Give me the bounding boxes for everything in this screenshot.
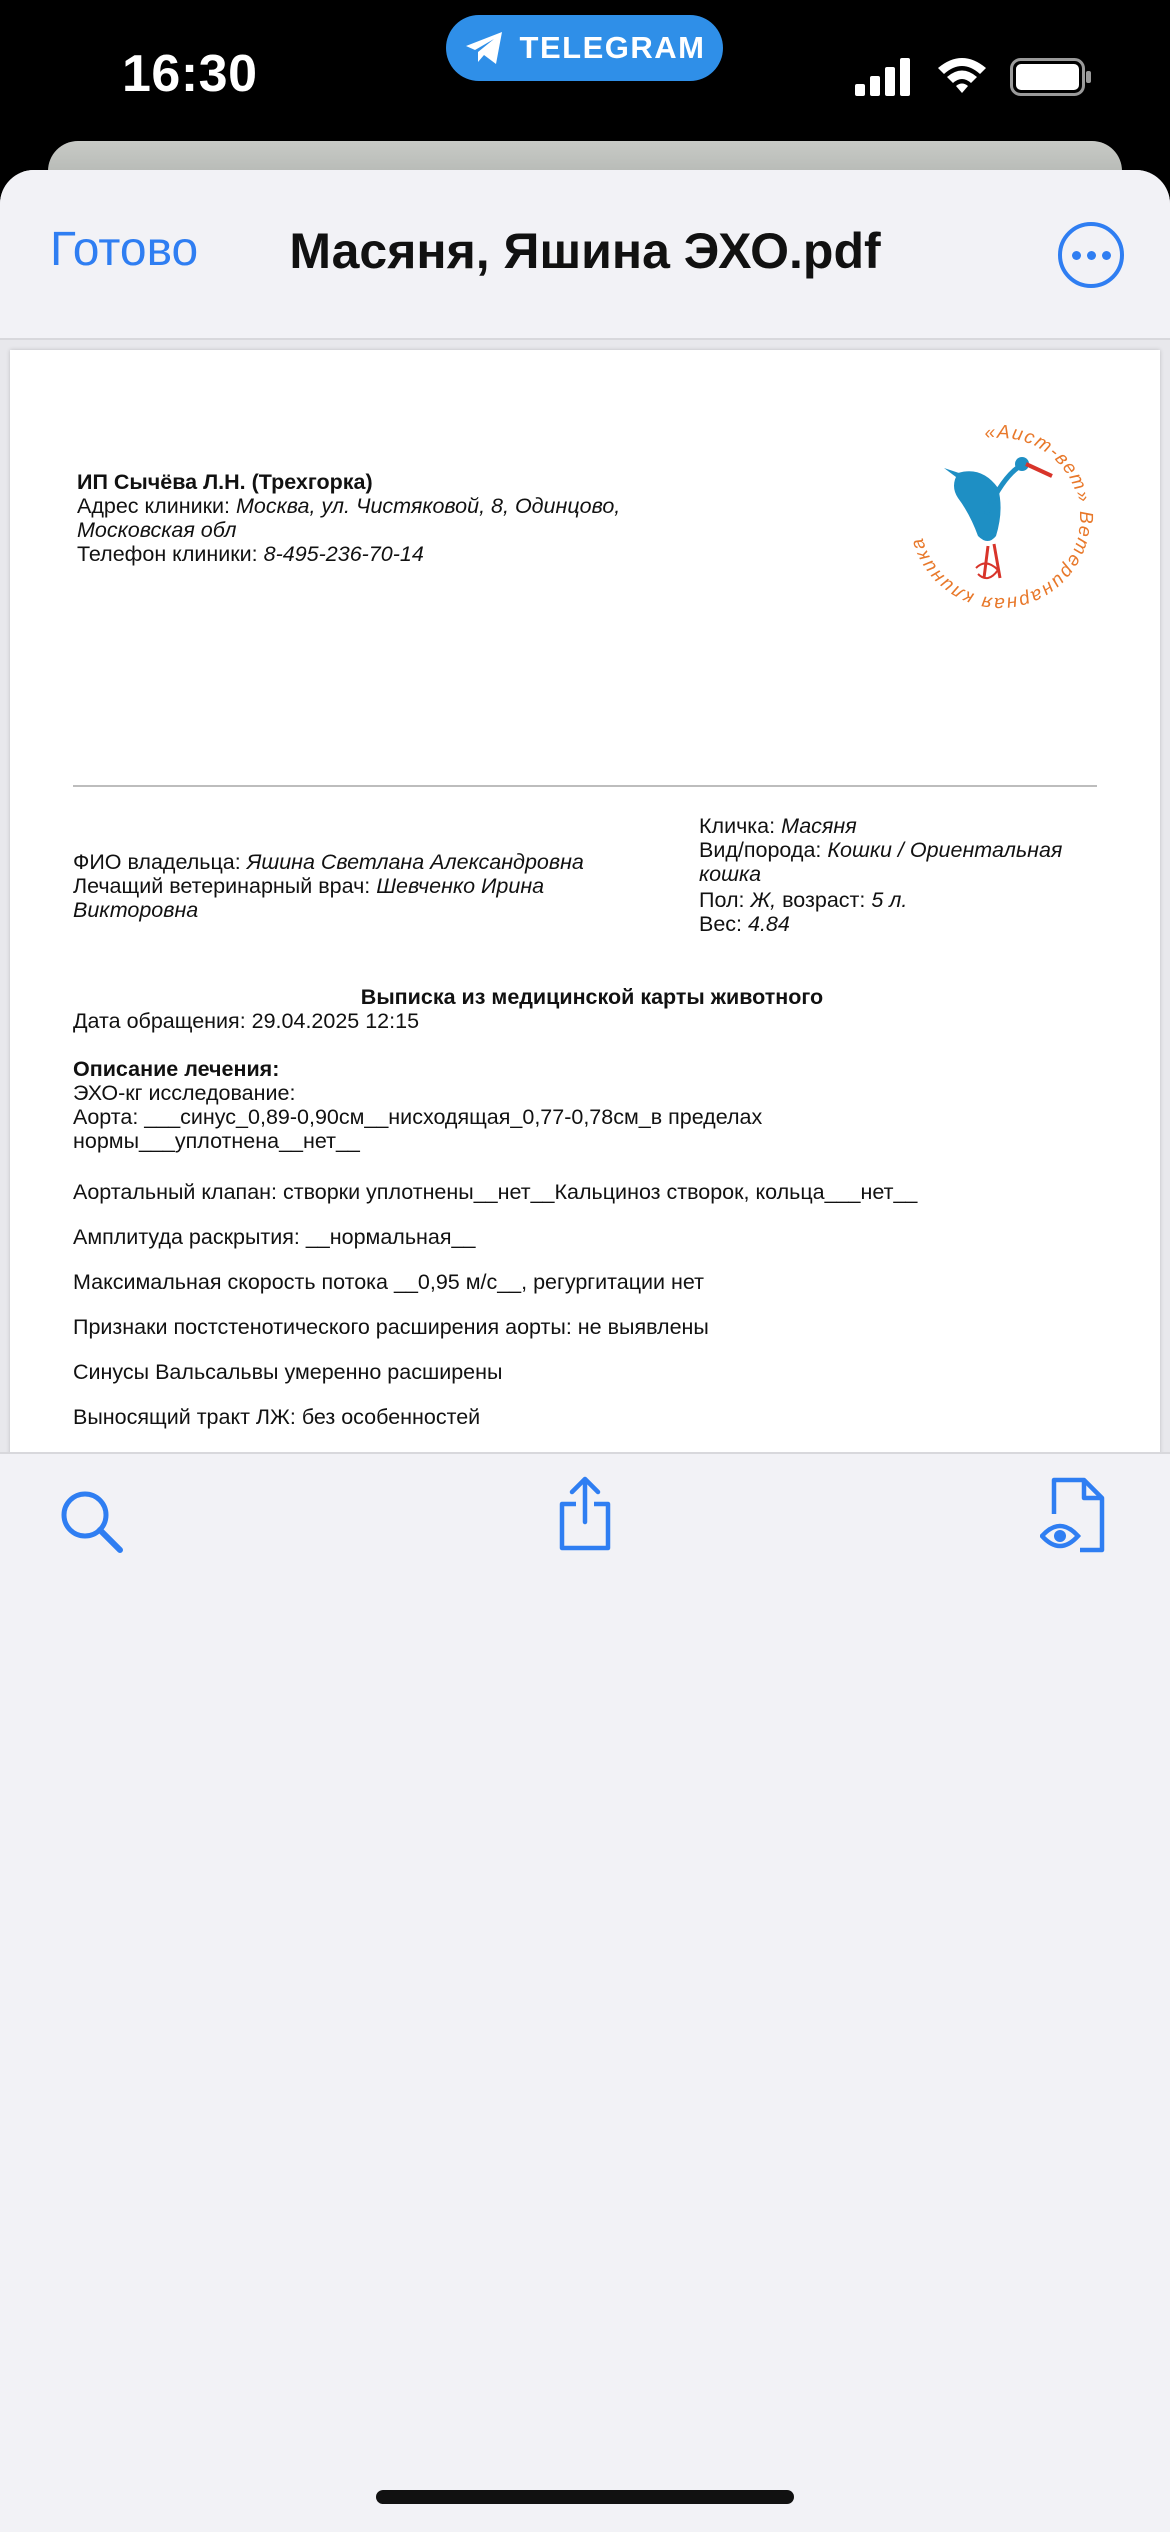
- record-line: Синусы Вальсальвы умеренно расширены: [73, 1360, 503, 1384]
- signal-icon: [855, 58, 913, 96]
- doctor-name: Лечащий ветеринарный врач: Шевченко Ирина: [73, 874, 545, 898]
- search-icon[interactable]: [58, 1488, 124, 1554]
- clinic-phone: Телефон клиники: 8-495-236-70-14: [77, 542, 424, 566]
- telegram-plane-icon: [464, 30, 506, 66]
- clinic-address-cont: Московская обл: [77, 518, 237, 542]
- aorta-line-cont: нормы___уплотнена__нет__: [73, 1129, 360, 1153]
- status-bar: [0, 0, 1170, 150]
- record-heading: Выписка из медицинской карты животного: [360, 985, 824, 1009]
- pet-sex-age: Пол: Ж, возраст: 5 л.: [699, 888, 908, 912]
- markup-icon[interactable]: [1040, 1474, 1110, 1556]
- nav-bar: [0, 170, 1170, 340]
- telegram-return-pill[interactable]: [446, 15, 723, 81]
- record-line: Выносящий тракт ЛЖ: без особенностей: [73, 1405, 481, 1429]
- record-line: Амплитуда раскрытия: __нормальная__: [73, 1225, 476, 1249]
- clinic-name: ИП Сычёва Л.Н. (Трехгорка): [77, 470, 373, 494]
- aorta-line: Аорта: ___синус_0,89-0,90см__нисходящая_0,77-0,78см_в пределах: [73, 1105, 763, 1129]
- pet-name: Кличка: Масяня: [699, 814, 857, 838]
- ellipsis-circle-icon[interactable]: [1058, 222, 1124, 288]
- battery-icon: [1010, 58, 1092, 96]
- record-line: Аортальный клапан: створки уплотнены__нет__Кальциноз створок, кольца___нет__: [73, 1180, 918, 1204]
- done-button[interactable]: Готово: [50, 223, 199, 276]
- home-indicator[interactable]: [376, 2490, 794, 2504]
- header-divider: [73, 785, 1097, 787]
- status-time: 16:30: [122, 45, 258, 103]
- pdf-viewer-sheet: [0, 170, 1170, 2532]
- wifi-icon: [936, 54, 988, 96]
- pet-breed-cont: кошка: [699, 862, 762, 886]
- record-line: Признаки постстенотического расширения аорты: не выявлены: [73, 1315, 709, 1339]
- document-title: Масяня, Яшина ЭХО.pdf: [289, 223, 881, 279]
- svg-text:«Аист-вет» Ветеринарная клиник: «Аист-вет» Ветеринарная клиника: [906, 421, 1097, 615]
- pet-weight: Вес: 4.84: [699, 912, 790, 936]
- share-icon[interactable]: [556, 1476, 614, 1552]
- clinic-address: Адрес клиники: Москва, ул. Чистяковой, 8, Одинцово,: [77, 494, 621, 518]
- clinic-logo: [900, 418, 1100, 618]
- visit-date: Дата обращения: 29.04.2025 12:15: [73, 1009, 420, 1033]
- treatment-heading: Описание лечения:: [73, 1057, 280, 1081]
- pet-breed: Вид/порода: Кошки / Ориентальная: [699, 838, 1063, 862]
- telegram-label: TELEGRAM: [519, 30, 706, 65]
- bottom-toolbar: [0, 1452, 1170, 2532]
- record-line: Максимальная скорость потока __0,95 м/с__, регургитации нет: [73, 1270, 704, 1294]
- echo-intro: ЭХО-кг исследование:: [73, 1081, 296, 1105]
- doctor-name-cont: Викторовна: [73, 898, 199, 922]
- owner-name: ФИО владельца: Яшина Светлана Александровна: [73, 850, 584, 874]
